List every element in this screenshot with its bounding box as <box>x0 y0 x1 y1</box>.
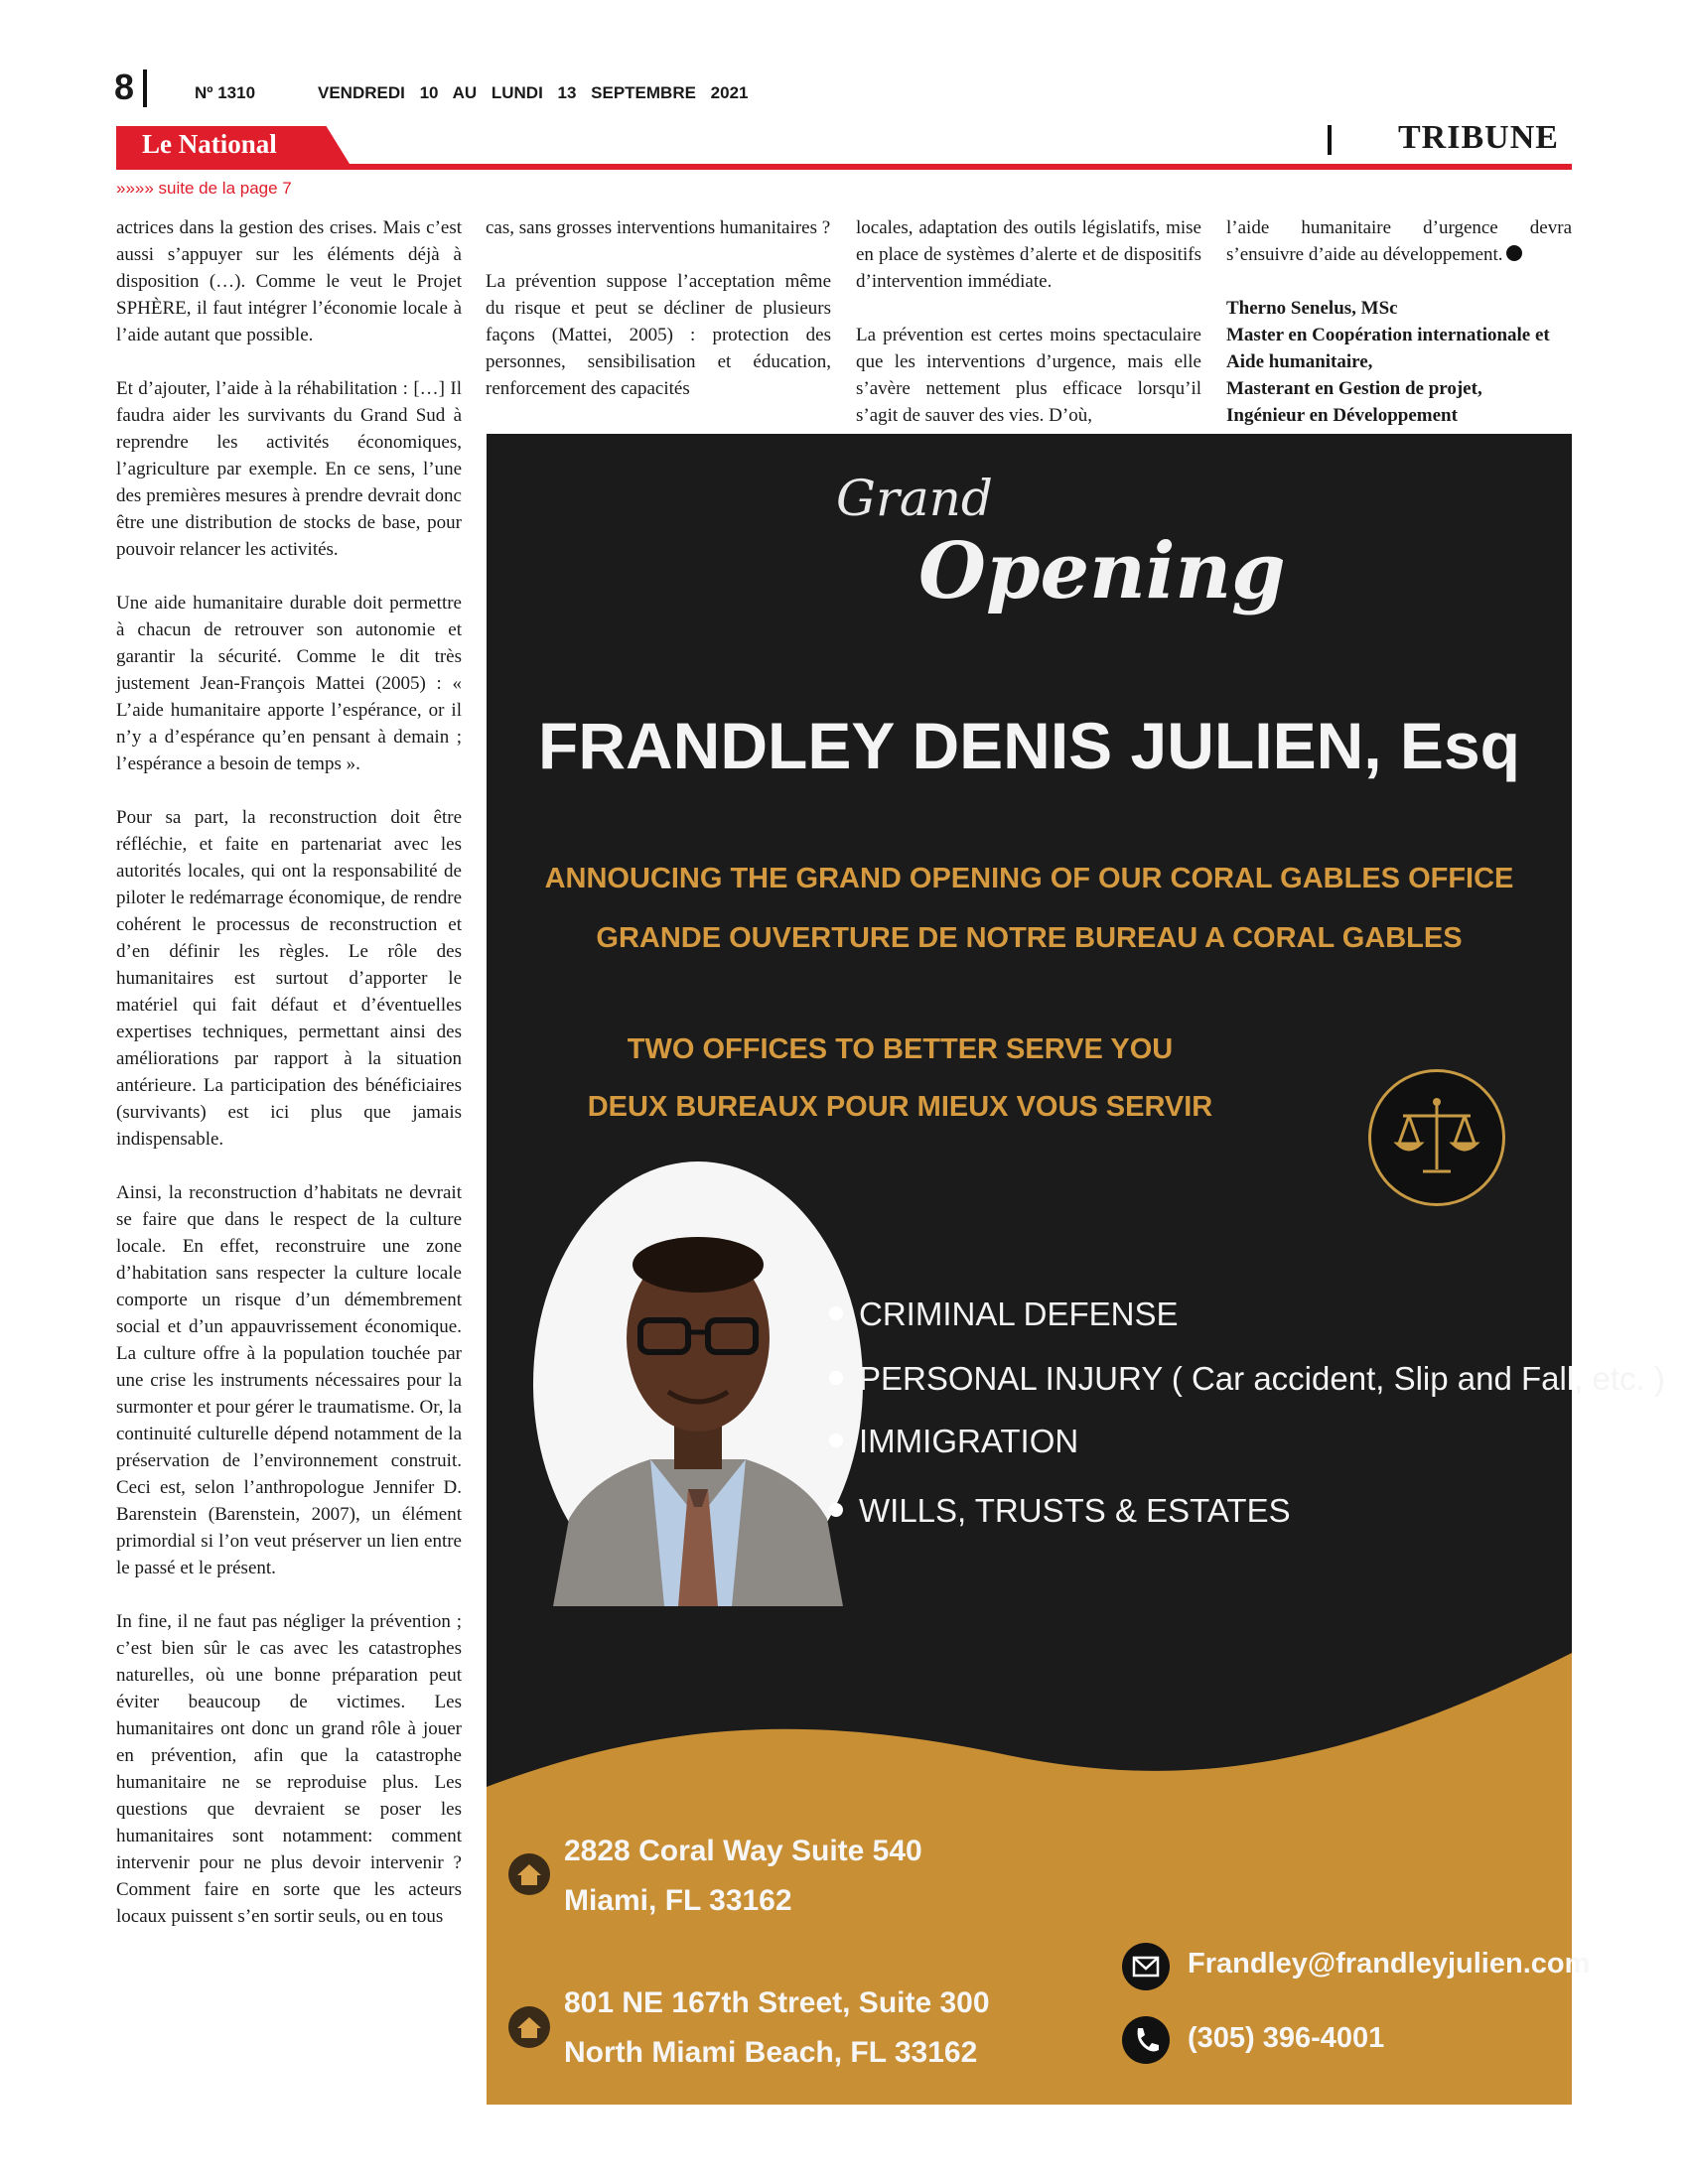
page-number: 8 <box>114 67 135 107</box>
section-title: TRIBUNE <box>1398 119 1559 156</box>
issue-number: Nº 1310 <box>195 83 256 102</box>
service-item <box>829 1360 1665 1398</box>
phone-icon <box>1122 2016 1170 2064</box>
attorney-name: FRANDLEY DENIS JULIEN, Esq <box>538 709 1520 782</box>
service-label: CRIMINAL DEFENSE <box>859 1296 1179 1332</box>
office-address-north-miami-beach <box>564 1979 990 2078</box>
email-link[interactable]: Frandley@frandleyjulien.com <box>1188 1948 1591 1979</box>
law-office-advertisement <box>487 434 1665 2105</box>
author-credential: Ingénieur en Développement <box>1226 405 1458 426</box>
bullet-icon <box>829 1503 843 1517</box>
author-credential: Masterant en Gestion de projet, <box>1226 378 1482 399</box>
page-number-divider <box>143 69 147 107</box>
offices-french: DEUX BUREAUX POUR MIEUX VOUS SERVIR <box>587 1091 1213 1123</box>
service-label: PERSONAL INJURY ( Car accident, Slip and Fall, etc. ) <box>859 1360 1665 1397</box>
closing-paragraph <box>1226 214 1572 268</box>
address-line: 801 NE 167th Street, Suite 300 <box>564 1986 990 2019</box>
paragraph: cas, sans grosses interventions humanitaires ? <box>486 217 831 238</box>
paragraph: actrices dans la gestion des crises. Mais c’est aussi s’appuyer sur les éléments déjà à disposition (…). Comme le veut le Projet SPHÈRE, il faut intégrer l’économie locale à l’aide autant que possible. <box>116 217 462 345</box>
service-item <box>829 1492 1291 1530</box>
paragraph: Et d’ajouter, l’aide à la réhabilitation : […] Il faudra aider les survivants du Grand Sud à reprendre les activités économiques, l’agriculture par exemple. En ce sens, l’une des premières mesures à prendre devrait donc être une distribution de stocks de base, pour pouvoir relancer les activités. <box>116 378 462 560</box>
paragraph: La prévention est certes moins spectaculaire que les interventions d’urgence, mais elle s’avère nettement plus efficace lorsqu’il s’agit de sauver des vies. D’où, <box>856 325 1201 426</box>
offices-english: TWO OFFICES TO BETTER SERVE YOU <box>627 1033 1174 1065</box>
home-icon <box>508 1853 550 1895</box>
article-column-2 <box>486 214 831 429</box>
header-rule <box>116 164 1572 170</box>
section-divider <box>1328 125 1332 155</box>
service-item <box>829 1296 1179 1333</box>
envelope-icon <box>1122 1943 1170 1990</box>
office-address-coral-gables <box>564 1827 922 1926</box>
service-label: IMMIGRATION <box>859 1423 1079 1459</box>
continued-from-link[interactable]: »»»» suite de la page 7 <box>116 179 292 198</box>
author-credential: Master en Coopération internationale et Aide humanitaire, <box>1226 325 1550 372</box>
grand-script: Grand <box>836 470 993 527</box>
article-column-3 <box>856 214 1201 456</box>
address-line: 2828 Coral Way Suite 540 <box>564 1835 922 1867</box>
paragraph: Une aide humanitaire durable doit permettre à chacun de retrouver son autonomie et garantir la sécurité. Comme le dit très justement Jean-François Mattei (2005) : « L’aide humanitaire apporte l’espérance, or il n’y a d’espérance qu’en pensant à demain ; l’espérance a besoin de temps ». <box>116 593 462 774</box>
author-name: Therno Senelus, MSc <box>1226 298 1398 319</box>
phone-number[interactable]: (305) 396-4001 <box>1188 2022 1385 2054</box>
announcement-french: GRANDE OUVERTURE DE NOTRE BUREAU A CORAL GABLES <box>596 922 1463 954</box>
paragraph: In fine, il ne faut pas négliger la prévention ; c’est bien sûr le cas avec les catastrophes naturelles, où une bonne préparation peut éviter beaucoup de victimes. Les humanitaires ont donc un grand rôle à jouer en prévention, afin que la catastrophe humanitaire ne se reproduise plus. Les questions que devraient se poser les humanitaires sont notamment: comment intervenir pour ne plus devoir intervenir ? Comment faire en sorte que les acteurs locaux puissent s’en sortir seuls, ou en tous <box>116 1611 462 1927</box>
article-column-1 <box>116 214 462 1957</box>
opening-script: Opening <box>918 526 1286 616</box>
paragraph-text: l’aide humanitaire d’urgence devra s’ensuivre d’aide au développement. <box>1226 217 1572 265</box>
bullet-icon <box>829 1433 843 1447</box>
address-line: North Miami Beach, FL 33162 <box>564 2036 978 2069</box>
scales-of-justice-icon <box>1368 1069 1505 1206</box>
paragraph: locales, adaptation des outils législatifs, mise en place de systèmes d’alerte et de dispositifs d’intervention immédiate. <box>856 217 1201 292</box>
issue-date: VENDREDI 10 AU LUNDI 13 SEPTEMBRE 2021 <box>318 83 749 102</box>
service-label: WILLS, TRUSTS & ESTATES <box>859 1492 1291 1529</box>
service-item <box>829 1423 1078 1460</box>
bullet-icon <box>829 1371 843 1385</box>
paragraph: Ainsi, la reconstruction d’habitats ne devrait se faire que dans le respect de la culture locale. En effet, reconstruire une zone d’habitation sans respecter la culture locale comporte un risque d’un démembrement social et d’un appauvrissement économique. La culture offre à la population touchée par une crise les instruments nécessaires pour la surmonter et pour gérer le traumatisme. Or, la continuité culturelle dépend notamment de la préservation de l’environnement construit. Ceci est, selon l’anthropologue Jennifer D. Barenstein (Barenstein, 2007), un élément primordial si l’on veut préserver un lien entre le passé et le présent. <box>116 1182 462 1578</box>
home-icon <box>508 2006 550 2048</box>
article-column-4 <box>1226 214 1572 429</box>
announcement-english: ANNOUCING THE GRAND OPENING OF OUR CORAL GABLES OFFICE <box>544 863 1514 894</box>
newspaper-name: Le National <box>142 129 277 159</box>
paragraph: La prévention suppose l’acceptation même du risque et peut se décliner de plusieurs façons (Mattei, 2005) : protection des personnes, sensibilisation et éducation, renforcement des capacités <box>486 271 831 399</box>
end-of-article-icon <box>1506 245 1522 261</box>
bullet-icon <box>829 1306 843 1320</box>
address-line: Miami, FL 33162 <box>564 1884 792 1917</box>
attorney-portrait <box>533 1161 863 1606</box>
paragraph: Pour sa part, la reconstruction doit être réfléchie, et faite en partenariat avec les autorités locales, qui ont la responsabilité de piloter le redémarrage économique, de rendre cohérent le processus de reconstruction et d’en définir les règles. Le rôle des humanitaires est surtout d’apporter le matériel qui fait défaut et d’éventuelles expertises techniques, permettant ainsi des améliorations par rapport à la situation antérieure. La participation des bénéficiaires (survivants) est ici plus que jamais indispensable. <box>116 807 462 1150</box>
